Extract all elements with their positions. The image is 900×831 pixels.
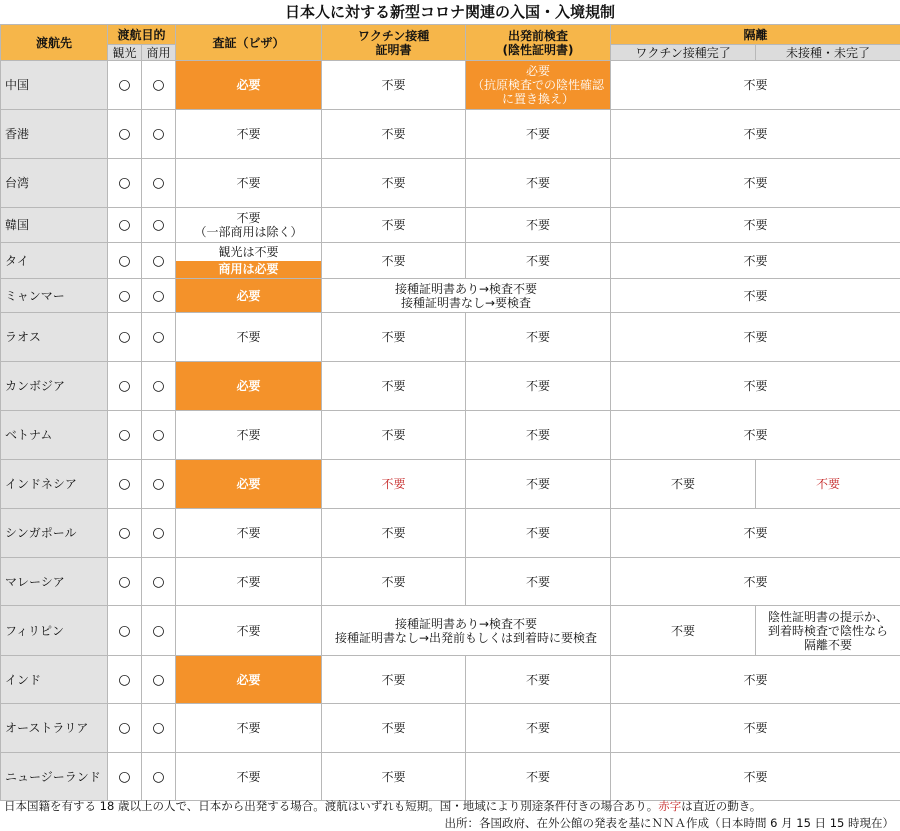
visa-cell: 必要 — [176, 61, 322, 110]
vaccine-cell: 不要 — [322, 159, 466, 208]
business-mark: ○ — [142, 411, 176, 460]
table-row — [1, 460, 900, 509]
country-name: フィリピン — [1, 606, 108, 656]
tourism-mark: ○ — [108, 243, 142, 279]
quarantine-cell: 不要 — [611, 110, 900, 159]
visa-cell: 不要 （一部商用は除く） — [176, 208, 322, 243]
country-name: ミャンマー — [1, 279, 108, 313]
country-name: ベトナム — [1, 411, 108, 460]
tourism-mark: ○ — [108, 61, 142, 110]
quarantine-vaccinated-cell: 不要 — [611, 606, 756, 656]
vaccine-cell: 不要 — [322, 509, 466, 558]
vaccine-pretest-cell: 接種証明書あり→検査不要 接種証明書なし→出発前もしくは到着時に要検査 — [322, 606, 611, 656]
vaccine-cell: 不要 — [322, 460, 466, 509]
quarantine-cell: 不要 — [611, 704, 900, 753]
visa-cell: 不要 — [176, 313, 322, 362]
vaccine-cell: 不要 — [322, 558, 466, 606]
visa-cell: 不要 — [176, 159, 322, 208]
footnote: 日本国籍を有する 18 歳以上の人で、日本から出発する場合。渡航はいずれも短期。国・地域により別途条件付きの場合あり。赤字は直近の動き。 — [4, 799, 762, 813]
visa-cell: 不要 — [176, 509, 322, 558]
header-pretest: 出発前検査 (陰性証明書) — [466, 25, 611, 61]
business-mark: ○ — [142, 313, 176, 362]
header-quarantine: 隔離 — [611, 25, 900, 45]
table-row — [1, 704, 900, 753]
table-row — [1, 753, 900, 801]
quarantine-cell: 不要 — [611, 159, 900, 208]
quarantine-cell: 不要 — [611, 656, 900, 704]
vaccine-cell: 不要 — [322, 656, 466, 704]
visa-cell: 不要 — [176, 753, 322, 801]
pretest-cell: 不要 — [466, 208, 611, 243]
business-mark: ○ — [142, 460, 176, 509]
quarantine-cell: 不要 — [611, 753, 900, 801]
quarantine-cell: 不要 — [611, 243, 900, 279]
country-name: 香港 — [1, 110, 108, 159]
tourism-mark: ○ — [108, 313, 142, 362]
table-row — [1, 656, 900, 704]
quarantine-vaccinated-cell: 不要 — [611, 460, 756, 509]
country-name: ニュージーランド — [1, 753, 108, 801]
vaccine-cell: 不要 — [322, 313, 466, 362]
pretest-cell: 不要 — [466, 313, 611, 362]
quarantine-cell: 不要 — [611, 313, 900, 362]
business-mark: ○ — [142, 656, 176, 704]
header-business: 商用 — [142, 45, 176, 61]
table-row — [1, 558, 900, 606]
country-name: カンボジア — [1, 362, 108, 411]
business-mark: ○ — [142, 362, 176, 411]
tourism-mark: ○ — [108, 606, 142, 656]
business-mark: ○ — [142, 509, 176, 558]
header-q-unvaccinated: 未接種・未完了 — [756, 45, 900, 61]
visa-cell: 不要 — [176, 411, 322, 460]
business-mark: ○ — [142, 243, 176, 279]
business-mark: ○ — [142, 704, 176, 753]
pretest-cell: 不要 — [466, 460, 611, 509]
visa-cell: 必要 — [176, 362, 322, 411]
pretest-cell: 不要 — [466, 753, 611, 801]
country-name: 中国 — [1, 61, 108, 110]
tourism-mark: ○ — [108, 753, 142, 801]
table-row — [1, 362, 900, 411]
vaccine-pretest-cell: 接種証明書あり→検査不要 接種証明書なし→要検査 — [322, 279, 611, 313]
quarantine-cell: 不要 — [611, 279, 900, 313]
table-row — [1, 279, 900, 313]
visa-cell: 不要 — [176, 704, 322, 753]
quarantine-unvaccinated-cell: 不要 — [756, 460, 900, 509]
pretest-cell: 不要 — [466, 656, 611, 704]
header-tourism: 観光 — [108, 45, 142, 61]
visa-cell: 不要 — [176, 558, 322, 606]
table-row — [1, 159, 900, 208]
tourism-mark: ○ — [108, 208, 142, 243]
pretest-cell: 不要 — [466, 110, 611, 159]
recent-change-legend: 赤字 — [658, 799, 682, 813]
header-vaccine: ワクチン接種 証明書 — [322, 25, 466, 61]
quarantine-cell: 不要 — [611, 411, 900, 460]
header-visa: 査証（ビザ） — [176, 25, 322, 61]
vaccine-cell: 不要 — [322, 411, 466, 460]
tourism-mark: ○ — [108, 509, 142, 558]
tourism-mark: ○ — [108, 460, 142, 509]
business-mark: ○ — [142, 606, 176, 656]
table-row — [1, 509, 900, 558]
table-row — [1, 313, 900, 362]
country-name: 台湾 — [1, 159, 108, 208]
business-mark: ○ — [142, 558, 176, 606]
country-name: タイ — [1, 243, 108, 279]
country-name: マレーシア — [1, 558, 108, 606]
business-mark: ○ — [142, 159, 176, 208]
visa-cell: 必要 — [176, 279, 322, 313]
business-mark: ○ — [142, 279, 176, 313]
tourism-mark: ○ — [108, 279, 142, 313]
quarantine-cell: 不要 — [611, 208, 900, 243]
business-mark: ○ — [142, 110, 176, 159]
vaccine-cell: 不要 — [322, 704, 466, 753]
visa-cell: 必要 — [176, 460, 322, 509]
pretest-cell: 不要 — [466, 704, 611, 753]
country-name: インドネシア — [1, 460, 108, 509]
quarantine-cell: 不要 — [611, 558, 900, 606]
table-row — [1, 208, 900, 243]
tourism-mark: ○ — [108, 159, 142, 208]
pretest-cell: 不要 — [466, 243, 611, 279]
pretest-cell: 不要 — [466, 362, 611, 411]
tourism-mark: ○ — [108, 110, 142, 159]
table-row — [1, 606, 900, 656]
business-mark: ○ — [142, 753, 176, 801]
tourism-mark: ○ — [108, 558, 142, 606]
vaccine-cell: 不要 — [322, 753, 466, 801]
table-row — [1, 61, 900, 110]
pretest-cell: 必要 （抗原検査での陰性確認 に置き換え） — [466, 61, 611, 110]
business-mark: ○ — [142, 61, 176, 110]
vaccine-cell: 不要 — [322, 208, 466, 243]
table-row — [1, 243, 900, 279]
tourism-mark: ○ — [108, 411, 142, 460]
table-row — [1, 110, 900, 159]
header-purpose: 渡航目的 — [108, 25, 176, 45]
quarantine-cell: 不要 — [611, 61, 900, 110]
header-q-vaccinated: ワクチン接種完了 — [611, 45, 756, 61]
table-row — [1, 411, 900, 460]
page-title: 日本人に対する新型コロナ関連の入国・入境規制 — [284, 3, 615, 21]
vaccine-cell: 不要 — [322, 61, 466, 110]
tourism-mark: ○ — [108, 656, 142, 704]
visa-cell: 観光は不要 商用は必要 — [176, 243, 322, 279]
country-name: オーストラリア — [1, 704, 108, 753]
tourism-mark: ○ — [108, 362, 142, 411]
pretest-cell: 不要 — [466, 159, 611, 208]
country-name: インド — [1, 656, 108, 704]
business-mark: ○ — [142, 208, 176, 243]
vaccine-cell: 不要 — [322, 243, 466, 279]
header-destination: 渡航先 — [1, 25, 108, 61]
vaccine-cell: 不要 — [322, 110, 466, 159]
pretest-cell: 不要 — [466, 411, 611, 460]
tourism-mark: ○ — [108, 704, 142, 753]
country-name: 韓国 — [1, 208, 108, 243]
visa-cell: 不要 — [176, 606, 322, 656]
regulations-table — [0, 24, 900, 801]
pretest-cell: 不要 — [466, 509, 611, 558]
vaccine-cell: 不要 — [322, 362, 466, 411]
visa-cell: 必要 — [176, 656, 322, 704]
country-name: シンガポール — [1, 509, 108, 558]
header-row-1 — [1, 25, 900, 45]
quarantine-unvaccinated-cell: 陰性証明書の提示か、 到着時検査で陰性なら 隔離不要 — [756, 606, 900, 656]
source-note: 出所：各国政府、在外公館の発表を基にＮＮＡ作成（日本時間 6 月 15 日 15 時現在） — [444, 816, 894, 830]
visa-cell: 不要 — [176, 110, 322, 159]
quarantine-cell: 不要 — [611, 509, 900, 558]
quarantine-cell: 不要 — [611, 362, 900, 411]
pretest-cell: 不要 — [466, 558, 611, 606]
country-name: ラオス — [1, 313, 108, 362]
